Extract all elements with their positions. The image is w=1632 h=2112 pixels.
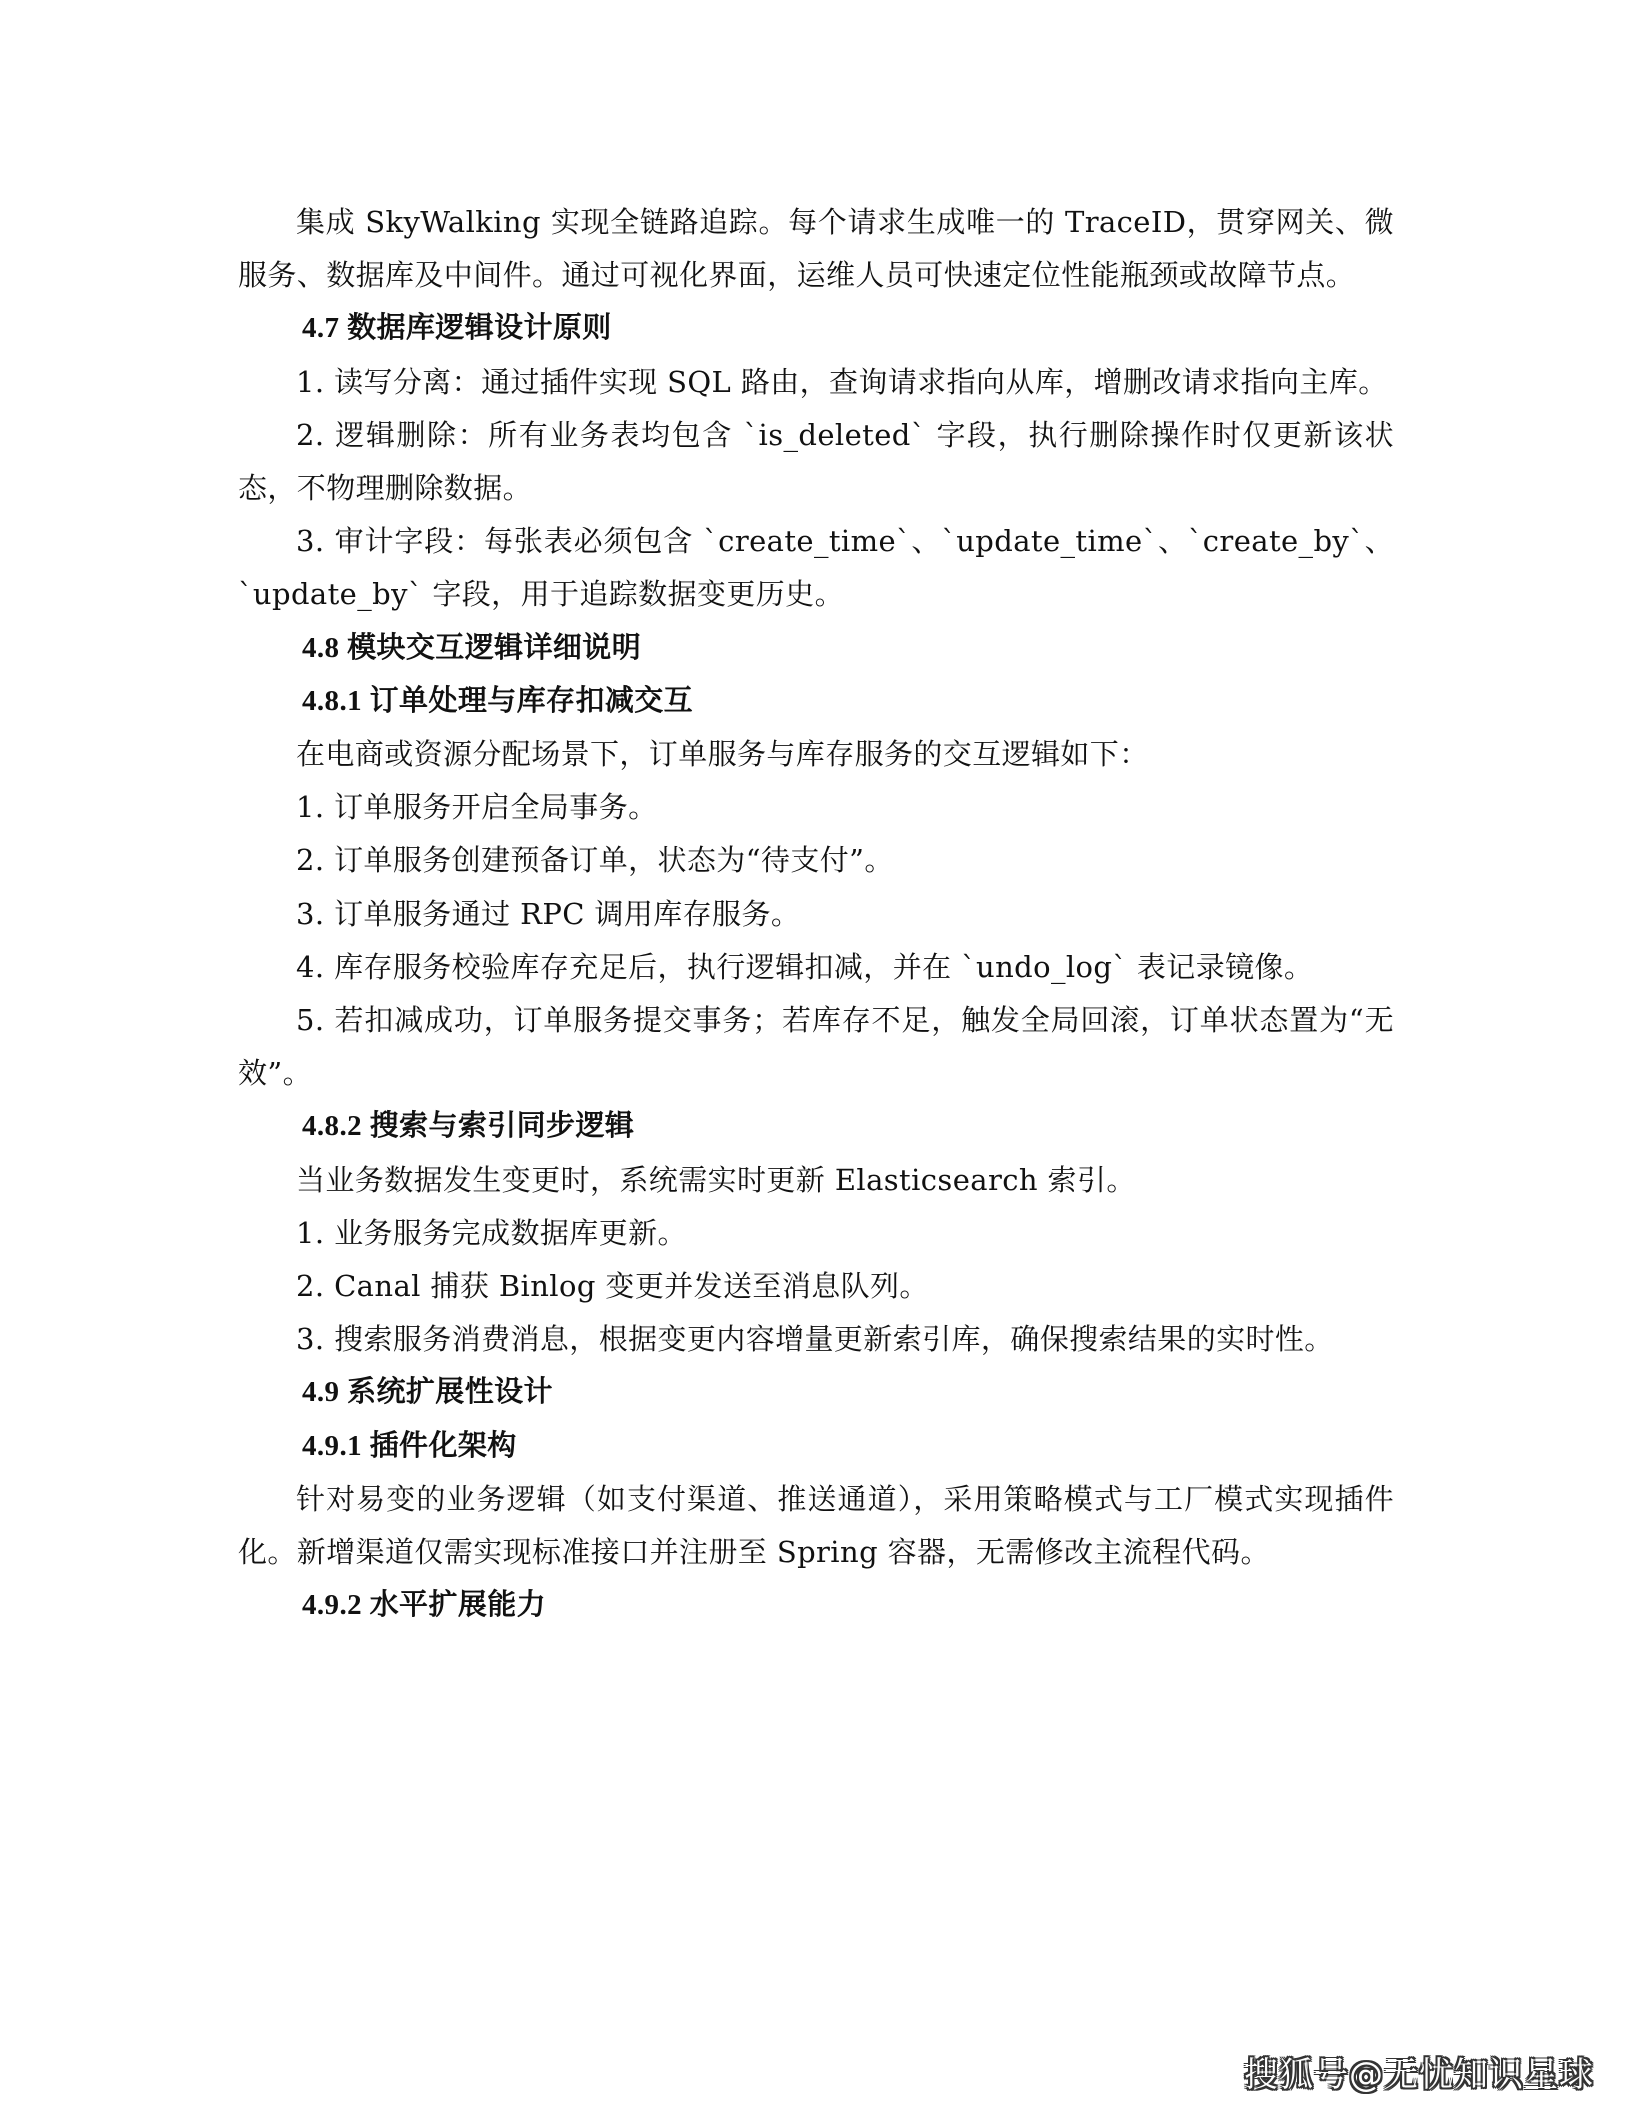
document-body [238,196,1394,1632]
watermark-text: 搜狐号@无忧知识星球 [1244,2055,1594,2095]
list-item: 1. 读写分离：通过插件实现 SQL 路由，查询请求指向从库，增删改请求指向主库。 [296,364,1388,399]
section-heading-4-7: 4.7 数据库逻辑设计原则 [302,312,612,345]
section-intro: 在电商或资源分配场景下，订单服务与库存服务的交互逻辑如下： [296,737,1149,772]
list-item: 2. 订单服务创建预备订单，状态为“待支付”。 [296,843,894,878]
list-item: 1. 业务服务完成数据库更新。 [296,1215,687,1250]
section-heading-4-9-2: 4.9.2 水平扩展能力 [302,1589,547,1622]
list-item: 3. 审计字段：每张表必须包含 `create_time`、`update_time`、`create_by`、`update_by` 字段，用于追踪数据变更历史。 [238,524,1394,612]
list-item: 2. Canal 捕获 Binlog 变更并发送至消息队列。 [296,1269,929,1304]
list-item: 3. 订单服务通过 RPC 调用库存服务。 [296,896,801,931]
list-item: 1. 订单服务开启全局事务。 [296,790,658,825]
intro-paragraph: 集成 SkyWalking 实现全链路追踪。每个请求生成唯一的 TraceID，贯穿网关、微服务、数据库及中间件。通过可视化界面，运维人员可快速定位性能瓶颈或故障节点。 [238,205,1394,293]
section-heading-4-8-1: 4.8.1 订单处理与库存扣减交互 [302,684,694,717]
section-paragraph: 针对易变的业务逻辑（如支付渠道、推送通道），采用策略模式与工厂模式实现插件化。新增渠道仅需实现标准接口并注册至 Spring 容器，无需修改主流程代码。 [238,1481,1394,1570]
section-intro: 当业务数据发生变更时，系统需实时更新 Elasticsearch 索引。 [296,1162,1136,1197]
section-heading-4-9-1: 4.9.1 插件化架构 [302,1429,517,1462]
section-heading-4-8: 4.8 模块交互逻辑详细说明 [302,631,642,664]
list-item: 2. 逻辑删除：所有业务表均包含 `is_deleted` 字段，执行删除操作时仅更新该状态，不物理删除数据。 [238,417,1394,506]
section-heading-4-8-2: 4.8.2 搜索与索引同步逻辑 [302,1110,635,1143]
list-item: 5. 若扣减成功，订单服务提交事务；若库存不足，触发全局回滚，订单状态置为“无效”。 [238,1003,1394,1091]
list-item: 3. 搜索服务消费消息，根据变更内容增量更新索引库，确保搜索结果的实时性。 [296,1322,1334,1357]
section-heading-4-9: 4.9 系统扩展性设计 [302,1376,553,1409]
list-item: 4. 库存服务校验库存充足后，执行逻辑扣减，并在 `undo_log` 表记录镜像。 [296,949,1314,984]
